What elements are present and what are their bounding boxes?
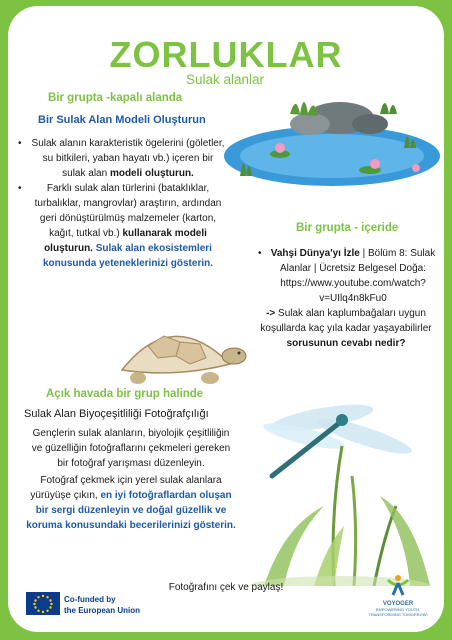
video-title: Vahşi Dünya'yı İzle: [270, 248, 360, 259]
section2-body: [256, 246, 436, 351]
voyager-logo: [368, 574, 428, 617]
turtle-illustration: [108, 308, 248, 390]
para-text: Fotoğraf çekmek için yerel sulak alanlara yürüyüşe çıkın,: [30, 475, 222, 501]
section3-paragraph: Gençlerin sulak alanların, biyolojik çeşitliliğin ve güzelliğin fotoğraflarını çekmeleri gereken bir fotoğraf yarışması düzenleyin.: [31, 428, 231, 469]
turtle-leg: [201, 372, 219, 384]
poster-card: [8, 6, 444, 632]
section3-subheading: Sulak Alan Biyoçeşitliliği Fotoğrafçılığı: [24, 408, 209, 420]
bullet-highlight: Sulak alan ekosistemleri konusunda yeteneklerinizi gösterin.: [42, 243, 214, 269]
turtle-eye: [238, 352, 241, 355]
turtle-head: [222, 348, 246, 364]
eu-flag-icon: [26, 592, 60, 615]
pond-water-inner: [240, 134, 424, 178]
para-highlight: en iyi fotoğraflardan oluşan bir sergi düzenleyin ve doğal güzellik ve koruma konusundaki becerilerinizi gösterin.: [26, 490, 236, 531]
eu-stars-icon: [26, 592, 60, 615]
list-item: [30, 181, 226, 271]
voyager-figure-icon: [384, 574, 412, 596]
section2-list: [256, 246, 436, 306]
task-bold: sorusunun cevabı nedir?: [286, 338, 406, 349]
brand-tagline: EMPOWERING YOUTH, TRANSFORMING TOMORROW!: [368, 607, 428, 617]
turtle-leg: [130, 372, 146, 384]
dragonfly-illustration: [234, 390, 444, 586]
page-title: ZORLUKLAR: [109, 34, 343, 75]
section1-body: [16, 136, 226, 271]
section1-heading: Bir grupta -kapalı alanda: [48, 92, 183, 104]
pond-rock-left: [290, 113, 330, 135]
reed-leaves: [380, 496, 430, 586]
eu-funding-label: [64, 594, 140, 616]
pond-rock-right: [352, 114, 388, 134]
video-details: | Bölüm 8: Sulak Alanlar | Ücretsiz Belgesel Doğa: https://www.youtube.com/watch?v=UIlq4n8kFu0: [280, 248, 436, 304]
section2-heading: Bir grupta - içeride: [296, 222, 399, 234]
bullet-bold: kullanarak modeli oluşturun.: [44, 228, 207, 254]
lotus-flower: [370, 159, 380, 169]
list-item: [270, 246, 436, 306]
eu-label-line: Co-funded by: [64, 595, 116, 604]
bullet-text: Sulak alanın karakteristik ögelerini (göletler, su bitkileri, yaban hayatı vb.) içeren bir sulak alan: [31, 138, 225, 179]
brand-name: VOYOGER: [382, 601, 414, 607]
task-question: [256, 306, 436, 351]
section1-list: [16, 136, 226, 271]
list-item: [30, 136, 226, 181]
task-text: Sulak alan kaplumbağaları uygun koşullarda kaç yıla kadar yaşayabilirler: [260, 308, 432, 334]
reed-leaves: [264, 506, 324, 586]
arrow-prefix: ->: [266, 308, 279, 319]
dragonfly-head: [336, 414, 348, 426]
call-to-action: Fotoğrafını çek ve paylaş!: [168, 582, 284, 593]
bullet-bold: modeli oluşturun.: [109, 168, 194, 179]
page-subtitle: Sulak alanlar: [186, 72, 265, 87]
lotus-flower: [275, 143, 285, 153]
pond-reeds-left: [290, 102, 318, 116]
section1-subheading: Bir Sulak Alan Modeli Oluşturun: [38, 114, 206, 126]
section3-heading: Açık havada bir grup halinde: [46, 388, 204, 400]
section3-paragraph: [26, 473, 236, 533]
bullet-text: Farklı sulak alan türlerini (bataklıklar, turbalıklar, mangrovlar) araştırın, ardından geri dönüştürülmüş malzemeler (karton, kağıt, tutkal vb.): [34, 183, 222, 239]
section3-body: [26, 426, 236, 533]
reed-stem: [352, 476, 356, 586]
lotus-flower: [412, 164, 420, 172]
pond-illustration: [220, 84, 444, 202]
pond-reeds-right: [380, 103, 397, 114]
eu-label-line: the European Union: [64, 606, 140, 615]
